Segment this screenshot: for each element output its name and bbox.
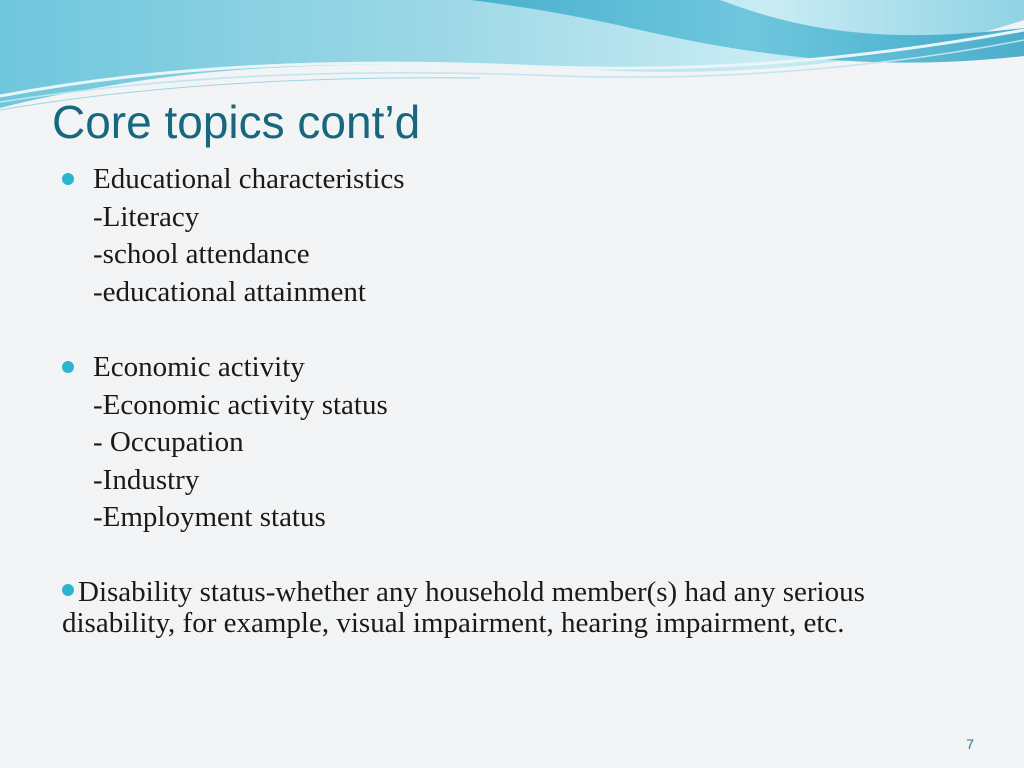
- subitem-industry: -Industry: [93, 463, 200, 496]
- bullet-icon: [62, 173, 74, 185]
- page-number: 7: [966, 736, 974, 752]
- subitem-school-attendance: -school attendance: [93, 238, 310, 271]
- bullet-item-educational: [62, 161, 962, 199]
- section-educational: [62, 161, 962, 311]
- subitem-economic-activity-status: -Economic activity status: [93, 388, 388, 421]
- bullet-item-economic: [62, 349, 962, 387]
- disability-paragraph: [62, 577, 942, 638]
- subitem-literacy: -Literacy: [93, 200, 200, 233]
- slide-title: Core topics cont’d: [52, 96, 421, 148]
- section-economic: [62, 349, 962, 537]
- subitem-occupation: - Occupation: [93, 426, 244, 459]
- section-heading: Educational characteristics: [93, 163, 405, 195]
- section-heading: Economic activity: [93, 351, 305, 383]
- bullet-icon: [62, 361, 74, 373]
- bullet-icon: [62, 584, 74, 596]
- subitem-employment-status: -Employment status: [93, 501, 326, 534]
- subitem-educational-attainment: -educational attainment: [93, 275, 366, 308]
- disability-text: Disability status-whether any household member(s) had any serious disability, for example, visual impairment, hearing impairment, etc.: [62, 576, 865, 639]
